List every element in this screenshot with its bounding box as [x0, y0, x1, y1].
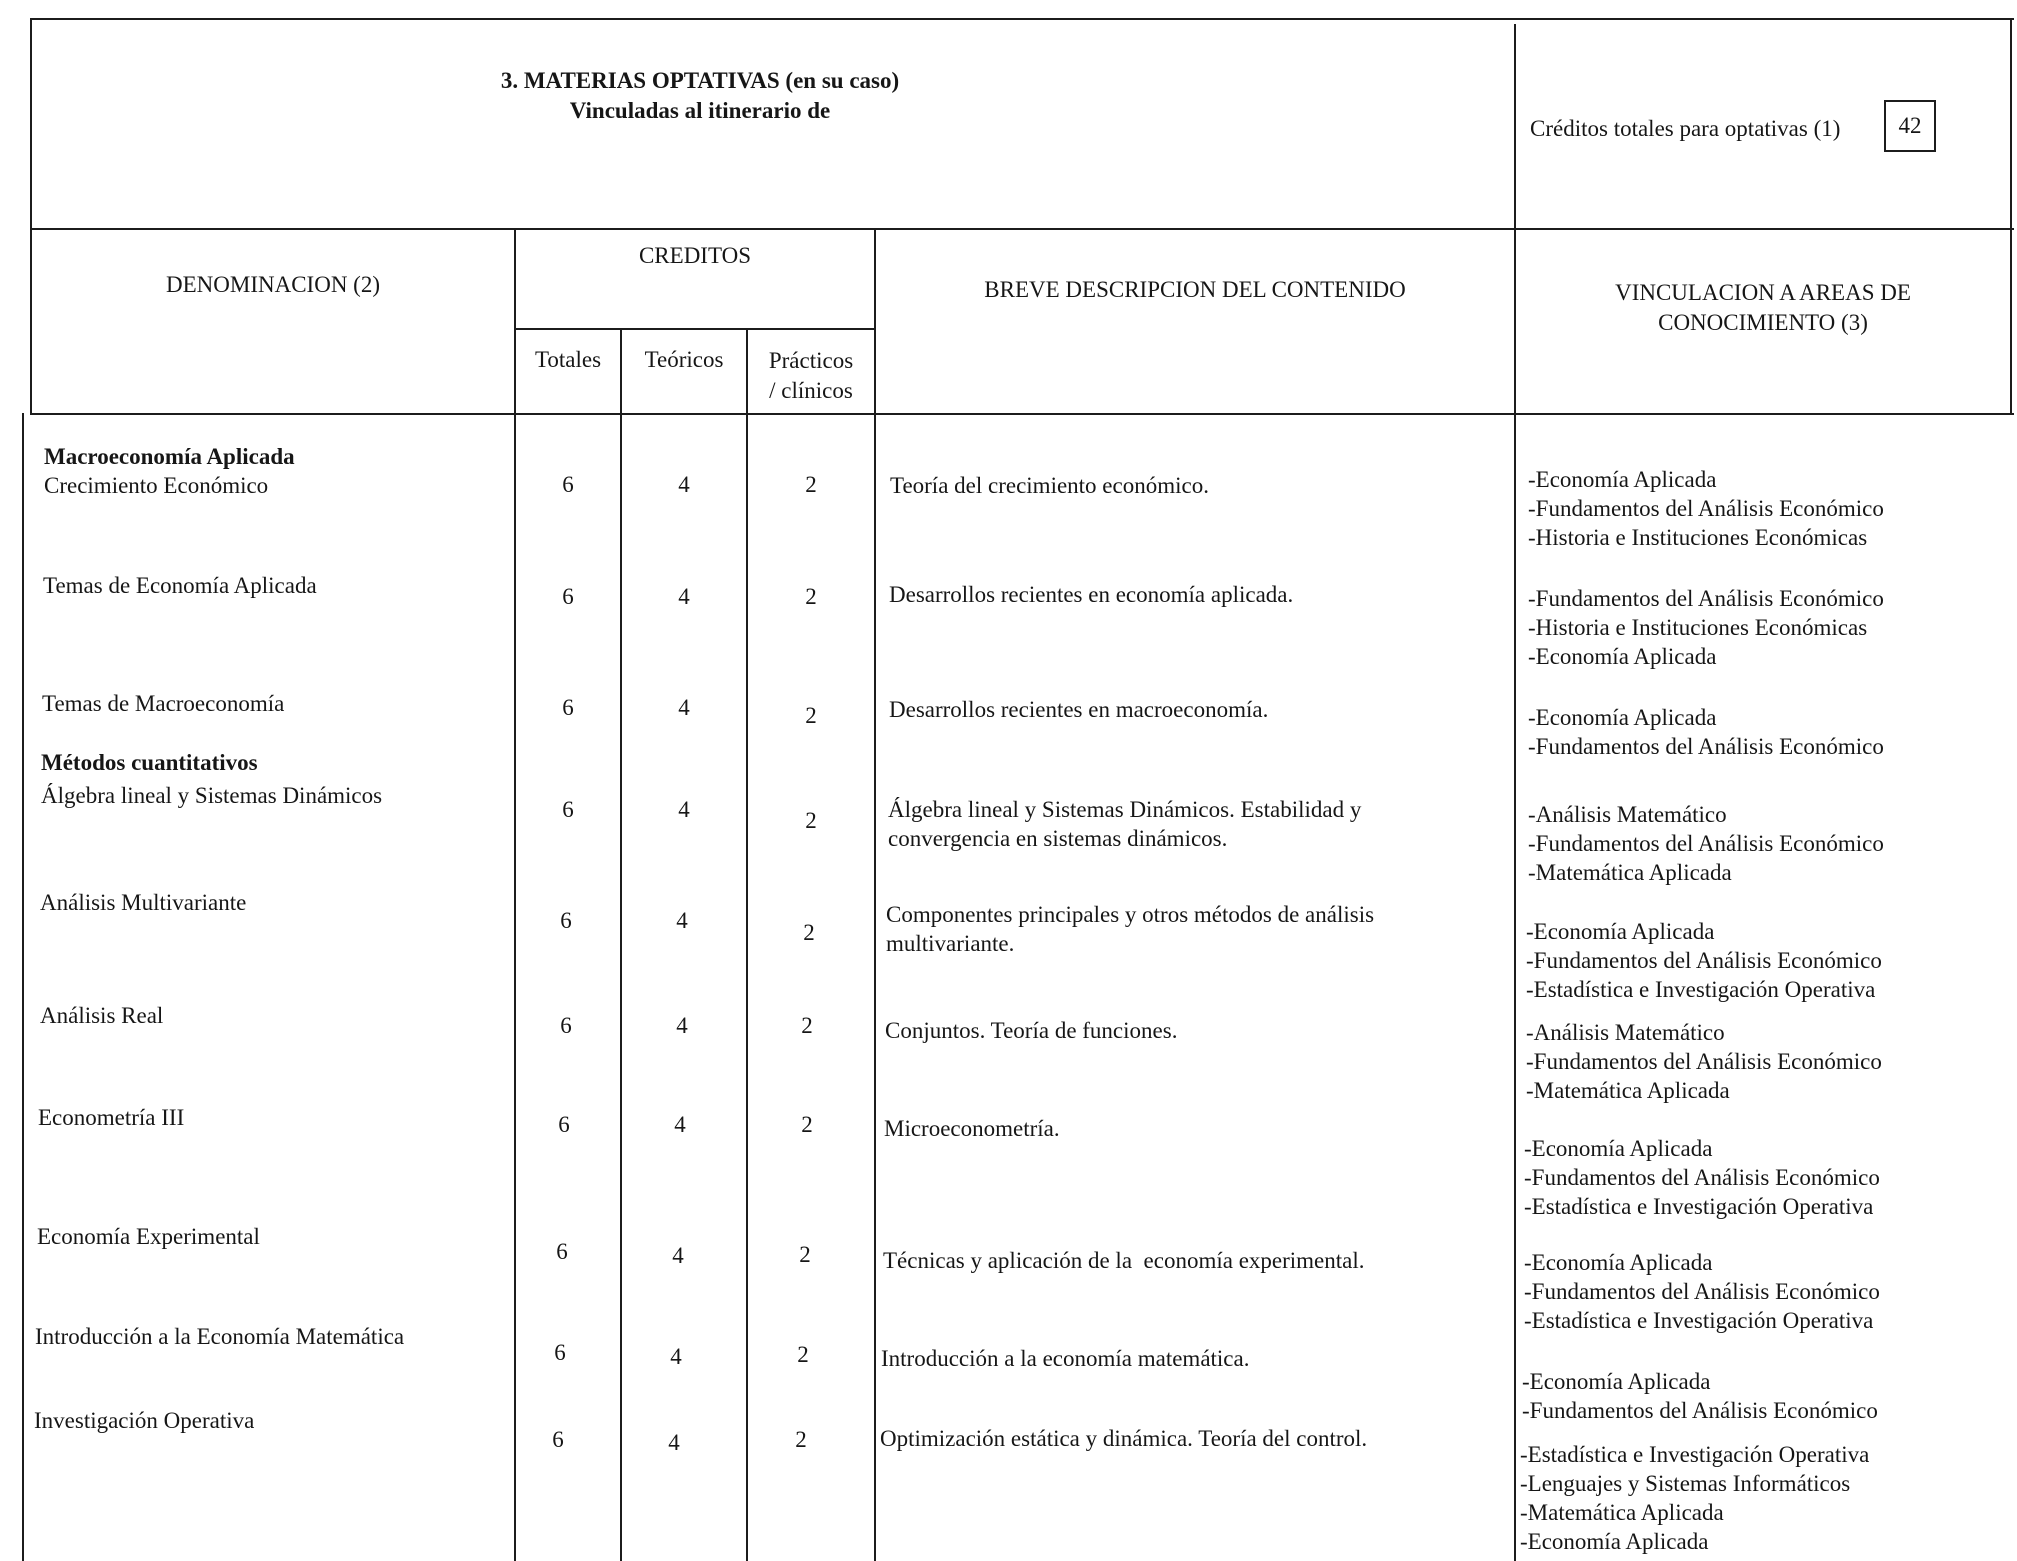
credits-totales: 6 — [560, 908, 572, 933]
knowledge-areas: -Análisis Matemático -Fundamentos del Análisis Económico -Matemática Aplicada — [1526, 1020, 1882, 1103]
top-border — [30, 18, 2014, 20]
credits-teoricos: 4 — [678, 797, 690, 822]
section-title: 3. MATERIAS OPTATIVAS (en su caso) — [500, 68, 900, 93]
left-border-lower — [22, 413, 24, 1561]
credits-practicos: 2 — [801, 1112, 813, 1137]
course-name: Introducción a la Economía Matemática — [35, 1324, 405, 1349]
course-name: Investigación Operativa — [34, 1408, 255, 1433]
course-description: Álgebra lineal y Sistemas Dinámicos. Estabilidad y convergencia en sistemas dinámicos. — [888, 797, 1362, 851]
credits-practicos: 2 — [795, 1427, 807, 1452]
group-heading: Macroeconomía Aplicada — [44, 444, 295, 469]
col-header-creditos: CREDITOS — [638, 243, 752, 268]
course-description: Optimización estática y dinámica. Teoría del control. — [880, 1426, 1368, 1451]
col-header-practicos-2: / clínicos — [769, 378, 853, 403]
left-border — [30, 18, 32, 413]
total-credits-label: Créditos totales para optativas (1) — [1530, 116, 1841, 141]
credits-totales: 6 — [554, 1340, 566, 1365]
course-description: Desarrollos recientes en macroeconomía. — [889, 697, 1269, 722]
course-name: Crecimiento Económico — [44, 473, 269, 498]
credits-practicos: 2 — [805, 472, 817, 497]
col-descripcion-right — [1514, 24, 1516, 1561]
knowledge-areas: -Fundamentos del Análisis Económico -Historia e Instituciones Económicas -Economía Aplicada — [1528, 586, 1884, 669]
col-header-denominacion: DENOMINACION (2) — [166, 272, 380, 297]
group-heading: Métodos cuantitativos — [41, 750, 258, 775]
knowledge-areas: -Economía Aplicada -Fundamentos del Análisis Económico -Historia e Instituciones Económicas — [1528, 467, 1884, 550]
course-description: Conjuntos. Teoría de funciones. — [885, 1018, 1178, 1043]
col-header-totales: Totales — [534, 347, 602, 372]
knowledge-areas: -Economía Aplicada -Fundamentos del Análisis Económico -Estadística e Investigación Operativa — [1524, 1136, 1880, 1219]
section-subtitle: Vinculadas al itinerario de — [569, 98, 831, 123]
credits-totales: 6 — [562, 584, 574, 609]
course-name: Análisis Multivariante — [40, 890, 247, 915]
credits-totales: 6 — [558, 1112, 570, 1137]
credits-practicos: 2 — [803, 920, 815, 945]
credits-practicos: 2 — [799, 1242, 811, 1267]
credits-totales: 6 — [562, 797, 574, 822]
credits-practicos: 2 — [805, 584, 817, 609]
credits-practicos: 2 — [801, 1013, 813, 1038]
credits-totales: 6 — [552, 1427, 564, 1452]
credits-practicos: 2 — [805, 808, 817, 833]
total-credits-value: 42 — [1884, 100, 1936, 152]
course-description: Teoría del crecimiento económico. — [890, 473, 1209, 498]
credits-teoricos: 4 — [676, 1013, 688, 1038]
credits-teoricos: 4 — [674, 1112, 686, 1137]
col-header-practicos-1: Prácticos — [768, 348, 854, 373]
credits-totales: 6 — [560, 1013, 572, 1038]
col-header-teoricos: Teóricos — [644, 347, 724, 372]
course-description: Desarrollos recientes en economía aplicada. — [889, 582, 1294, 607]
course-description: Componentes principales y otros métodos de análisis multivariante. — [886, 902, 1375, 956]
knowledge-areas: -Estadística e Investigación Operativa -Lenguajes y Sistemas Informáticos -Matemática Aplicada -Economía Aplicada — [1520, 1442, 1870, 1554]
credits-teoricos: 4 — [678, 472, 690, 497]
credits-teoricos: 4 — [676, 908, 688, 933]
knowledge-areas: -Economía Aplicada -Fundamentos del Análisis Económico -Estadística e Investigación Operativa — [1526, 919, 1882, 1002]
col-header-vinculacion-2: CONOCIMIENTO (3) — [1658, 310, 1868, 335]
course-description: Técnicas y aplicación de la economía experimental. — [883, 1248, 1365, 1273]
col-header-vinculacion-1: VINCULACION A AREAS DE — [1615, 280, 1911, 305]
col-creditos-right — [874, 228, 876, 1561]
course-name: Temas de Economía Aplicada — [43, 573, 317, 598]
col-header-descripcion: BREVE DESCRIPCION DEL CONTENIDO — [984, 277, 1406, 302]
credits-practicos: 2 — [805, 703, 817, 728]
course-description: Introducción a la economía matemática. — [881, 1346, 1250, 1371]
body-divider — [30, 413, 2014, 415]
course-description: Microeconometría. — [884, 1116, 1060, 1141]
knowledge-areas: -Análisis Matemático -Fundamentos del Análisis Económico -Matemática Aplicada — [1528, 802, 1884, 885]
knowledge-areas: -Economía Aplicada -Fundamentos del Análisis Económico -Estadística e Investigación Operativa — [1524, 1250, 1880, 1333]
credits-totales: 6 — [562, 695, 574, 720]
course-name: Econometría III — [38, 1105, 185, 1130]
credits-totales: 6 — [562, 472, 574, 497]
credits-teoricos: 4 — [670, 1344, 682, 1369]
course-name: Álgebra lineal y Sistemas Dinámicos — [41, 783, 383, 808]
knowledge-areas: -Economía Aplicada -Fundamentos del Análisis Económico — [1528, 705, 1884, 759]
course-name: Temas de Macroeconomía — [42, 691, 285, 716]
credits-teoricos: 4 — [668, 1430, 680, 1455]
creditos-subdivider — [514, 328, 876, 330]
right-border — [2010, 18, 2012, 413]
knowledge-areas: -Economía Aplicada -Fundamentos del Análisis Económico — [1522, 1369, 1878, 1423]
credits-teoricos: 4 — [678, 584, 690, 609]
header-divider — [30, 228, 2014, 230]
credits-totales: 6 — [556, 1239, 568, 1264]
course-name: Análisis Real — [40, 1003, 164, 1028]
course-name: Economía Experimental — [37, 1224, 260, 1249]
credits-teoricos: 4 — [672, 1243, 684, 1268]
credits-teoricos: 4 — [678, 695, 690, 720]
credits-practicos: 2 — [797, 1342, 809, 1367]
col-totales-right — [620, 328, 622, 1561]
